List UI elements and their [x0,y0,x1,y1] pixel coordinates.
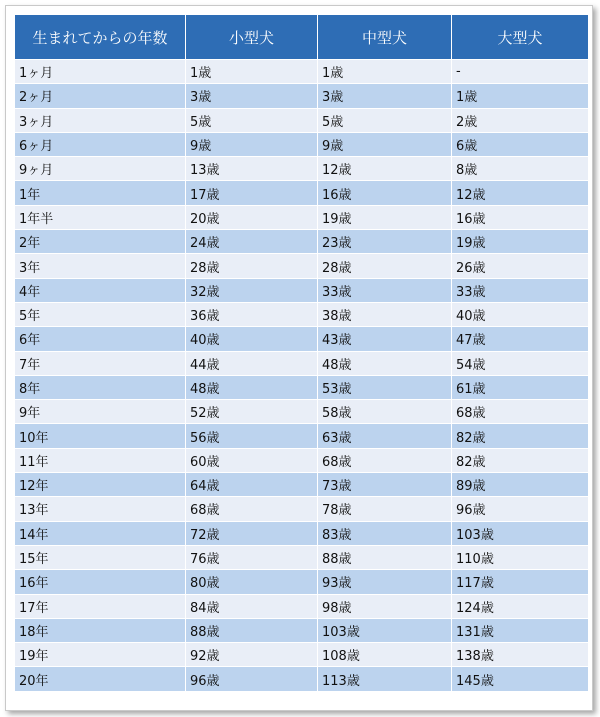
cell-large-dog-age: 96歳 [452,497,589,521]
cell-medium-dog-age: 103歳 [318,618,452,642]
cell-large-dog-age: 2歳 [452,108,589,132]
cell-small-dog-age: 17歳 [186,181,318,205]
header-row [15,15,588,60]
cell-large-dog-age: 124歳 [452,594,589,618]
cell-small-dog-age: 36歳 [186,302,318,326]
header-medium-dog: 中型犬 [318,15,452,60]
cell-large-dog-age: 82歳 [452,448,589,472]
cell-years: 2ヶ月 [15,84,186,108]
cell-years: 12年 [15,473,186,497]
cell-medium-dog-age: 5歳 [318,108,452,132]
table-row [15,545,588,569]
cell-large-dog-age: 1歳 [452,84,589,108]
cell-years: 4年 [15,278,186,302]
cell-medium-dog-age: 1歳 [318,60,452,84]
cell-large-dog-age: 33歳 [452,278,589,302]
cell-small-dog-age: 92歳 [186,643,318,667]
table-row [15,618,588,642]
cell-medium-dog-age: 19歳 [318,205,452,229]
cell-medium-dog-age: 43歳 [318,327,452,351]
cell-medium-dog-age: 28歳 [318,254,452,278]
cell-years: 7年 [15,351,186,375]
cell-large-dog-age: 61歳 [452,375,589,399]
table-row [15,254,588,278]
cell-years: 8年 [15,375,186,399]
cell-years: 11年 [15,448,186,472]
cell-large-dog-age: 89歳 [452,473,589,497]
table-row [15,473,588,497]
cell-small-dog-age: 3歳 [186,84,318,108]
cell-small-dog-age: 72歳 [186,521,318,545]
cell-years: 1ヶ月 [15,60,186,84]
cell-years: 17年 [15,594,186,618]
cell-medium-dog-age: 73歳 [318,473,452,497]
cell-years: 15年 [15,545,186,569]
cell-medium-dog-age: 108歳 [318,643,452,667]
table-row [15,400,588,424]
table-row [15,278,588,302]
cell-years: 3ヶ月 [15,108,186,132]
cell-large-dog-age: 26歳 [452,254,589,278]
cell-large-dog-age: 131歳 [452,618,589,642]
cell-medium-dog-age: 68歳 [318,448,452,472]
table-row [15,60,588,84]
cell-medium-dog-age: 3歳 [318,84,452,108]
cell-medium-dog-age: 78歳 [318,497,452,521]
cell-large-dog-age: 110歳 [452,545,589,569]
cell-large-dog-age: 12歳 [452,181,589,205]
table-row [15,351,588,375]
table-row [15,205,588,229]
table-frame [5,5,593,711]
cell-small-dog-age: 13歳 [186,157,318,181]
cell-small-dog-age: 28歳 [186,254,318,278]
table-row [15,327,588,351]
cell-large-dog-age: 68歳 [452,400,589,424]
cell-large-dog-age: 138歳 [452,643,589,667]
cell-years: 6年 [15,327,186,351]
cell-medium-dog-age: 63歳 [318,424,452,448]
cell-medium-dog-age: 48歳 [318,351,452,375]
cell-small-dog-age: 96歳 [186,667,318,691]
cell-small-dog-age: 40歳 [186,327,318,351]
cell-years: 16年 [15,570,186,594]
table-row [15,108,588,132]
table-row [15,497,588,521]
cell-small-dog-age: 9歳 [186,132,318,156]
cell-small-dog-age: 1歳 [186,60,318,84]
cell-large-dog-age: 16歳 [452,205,589,229]
table-row [15,230,588,254]
table-row [15,521,588,545]
cell-medium-dog-age: 53歳 [318,375,452,399]
header-large-dog: 大型犬 [452,15,589,60]
cell-years: 1年半 [15,205,186,229]
cell-large-dog-age: 6歳 [452,132,589,156]
cell-years: 1年 [15,181,186,205]
cell-small-dog-age: 84歳 [186,594,318,618]
cell-years: 20年 [15,667,186,691]
table-row [15,570,588,594]
cell-large-dog-age: 8歳 [452,157,589,181]
cell-large-dog-age: 47歳 [452,327,589,351]
table-row [15,667,588,691]
table-row [15,594,588,618]
cell-years: 9年 [15,400,186,424]
header-small-dog: 小型犬 [186,15,318,60]
cell-small-dog-age: 88歳 [186,618,318,642]
cell-small-dog-age: 60歳 [186,448,318,472]
cell-medium-dog-age: 38歳 [318,302,452,326]
table-header [15,15,588,60]
cell-large-dog-age: 54歳 [452,351,589,375]
cell-years: 18年 [15,618,186,642]
dog-age-table [15,15,588,691]
cell-medium-dog-age: 16歳 [318,181,452,205]
table-row [15,424,588,448]
cell-medium-dog-age: 113歳 [318,667,452,691]
table-row [15,84,588,108]
cell-medium-dog-age: 58歳 [318,400,452,424]
cell-medium-dog-age: 88歳 [318,545,452,569]
table-row [15,643,588,667]
cell-years: 3年 [15,254,186,278]
header-years-since-birth: 生まれてからの年数 [15,15,186,60]
cell-small-dog-age: 44歳 [186,351,318,375]
cell-small-dog-age: 5歳 [186,108,318,132]
cell-small-dog-age: 20歳 [186,205,318,229]
cell-medium-dog-age: 12歳 [318,157,452,181]
table-row [15,132,588,156]
cell-small-dog-age: 24歳 [186,230,318,254]
cell-small-dog-age: 52歳 [186,400,318,424]
table-row [15,448,588,472]
cell-small-dog-age: 80歳 [186,570,318,594]
cell-large-dog-age: 117歳 [452,570,589,594]
cell-large-dog-age: - [452,60,589,84]
cell-years: 14年 [15,521,186,545]
cell-medium-dog-age: 93歳 [318,570,452,594]
cell-small-dog-age: 68歳 [186,497,318,521]
cell-small-dog-age: 32歳 [186,278,318,302]
cell-small-dog-age: 76歳 [186,545,318,569]
table-row [15,302,588,326]
table-body [15,60,588,691]
table-row [15,157,588,181]
cell-years: 19年 [15,643,186,667]
cell-medium-dog-age: 98歳 [318,594,452,618]
cell-medium-dog-age: 83歳 [318,521,452,545]
cell-years: 10年 [15,424,186,448]
cell-large-dog-age: 145歳 [452,667,589,691]
cell-small-dog-age: 48歳 [186,375,318,399]
cell-years: 2年 [15,230,186,254]
cell-years: 6ヶ月 [15,132,186,156]
cell-medium-dog-age: 33歳 [318,278,452,302]
cell-large-dog-age: 82歳 [452,424,589,448]
cell-medium-dog-age: 23歳 [318,230,452,254]
cell-years: 9ヶ月 [15,157,186,181]
table-row [15,375,588,399]
cell-years: 5年 [15,302,186,326]
cell-large-dog-age: 40歳 [452,302,589,326]
cell-years: 13年 [15,497,186,521]
cell-medium-dog-age: 9歳 [318,132,452,156]
table-row [15,181,588,205]
cell-small-dog-age: 64歳 [186,473,318,497]
cell-large-dog-age: 19歳 [452,230,589,254]
cell-large-dog-age: 103歳 [452,521,589,545]
cell-small-dog-age: 56歳 [186,424,318,448]
